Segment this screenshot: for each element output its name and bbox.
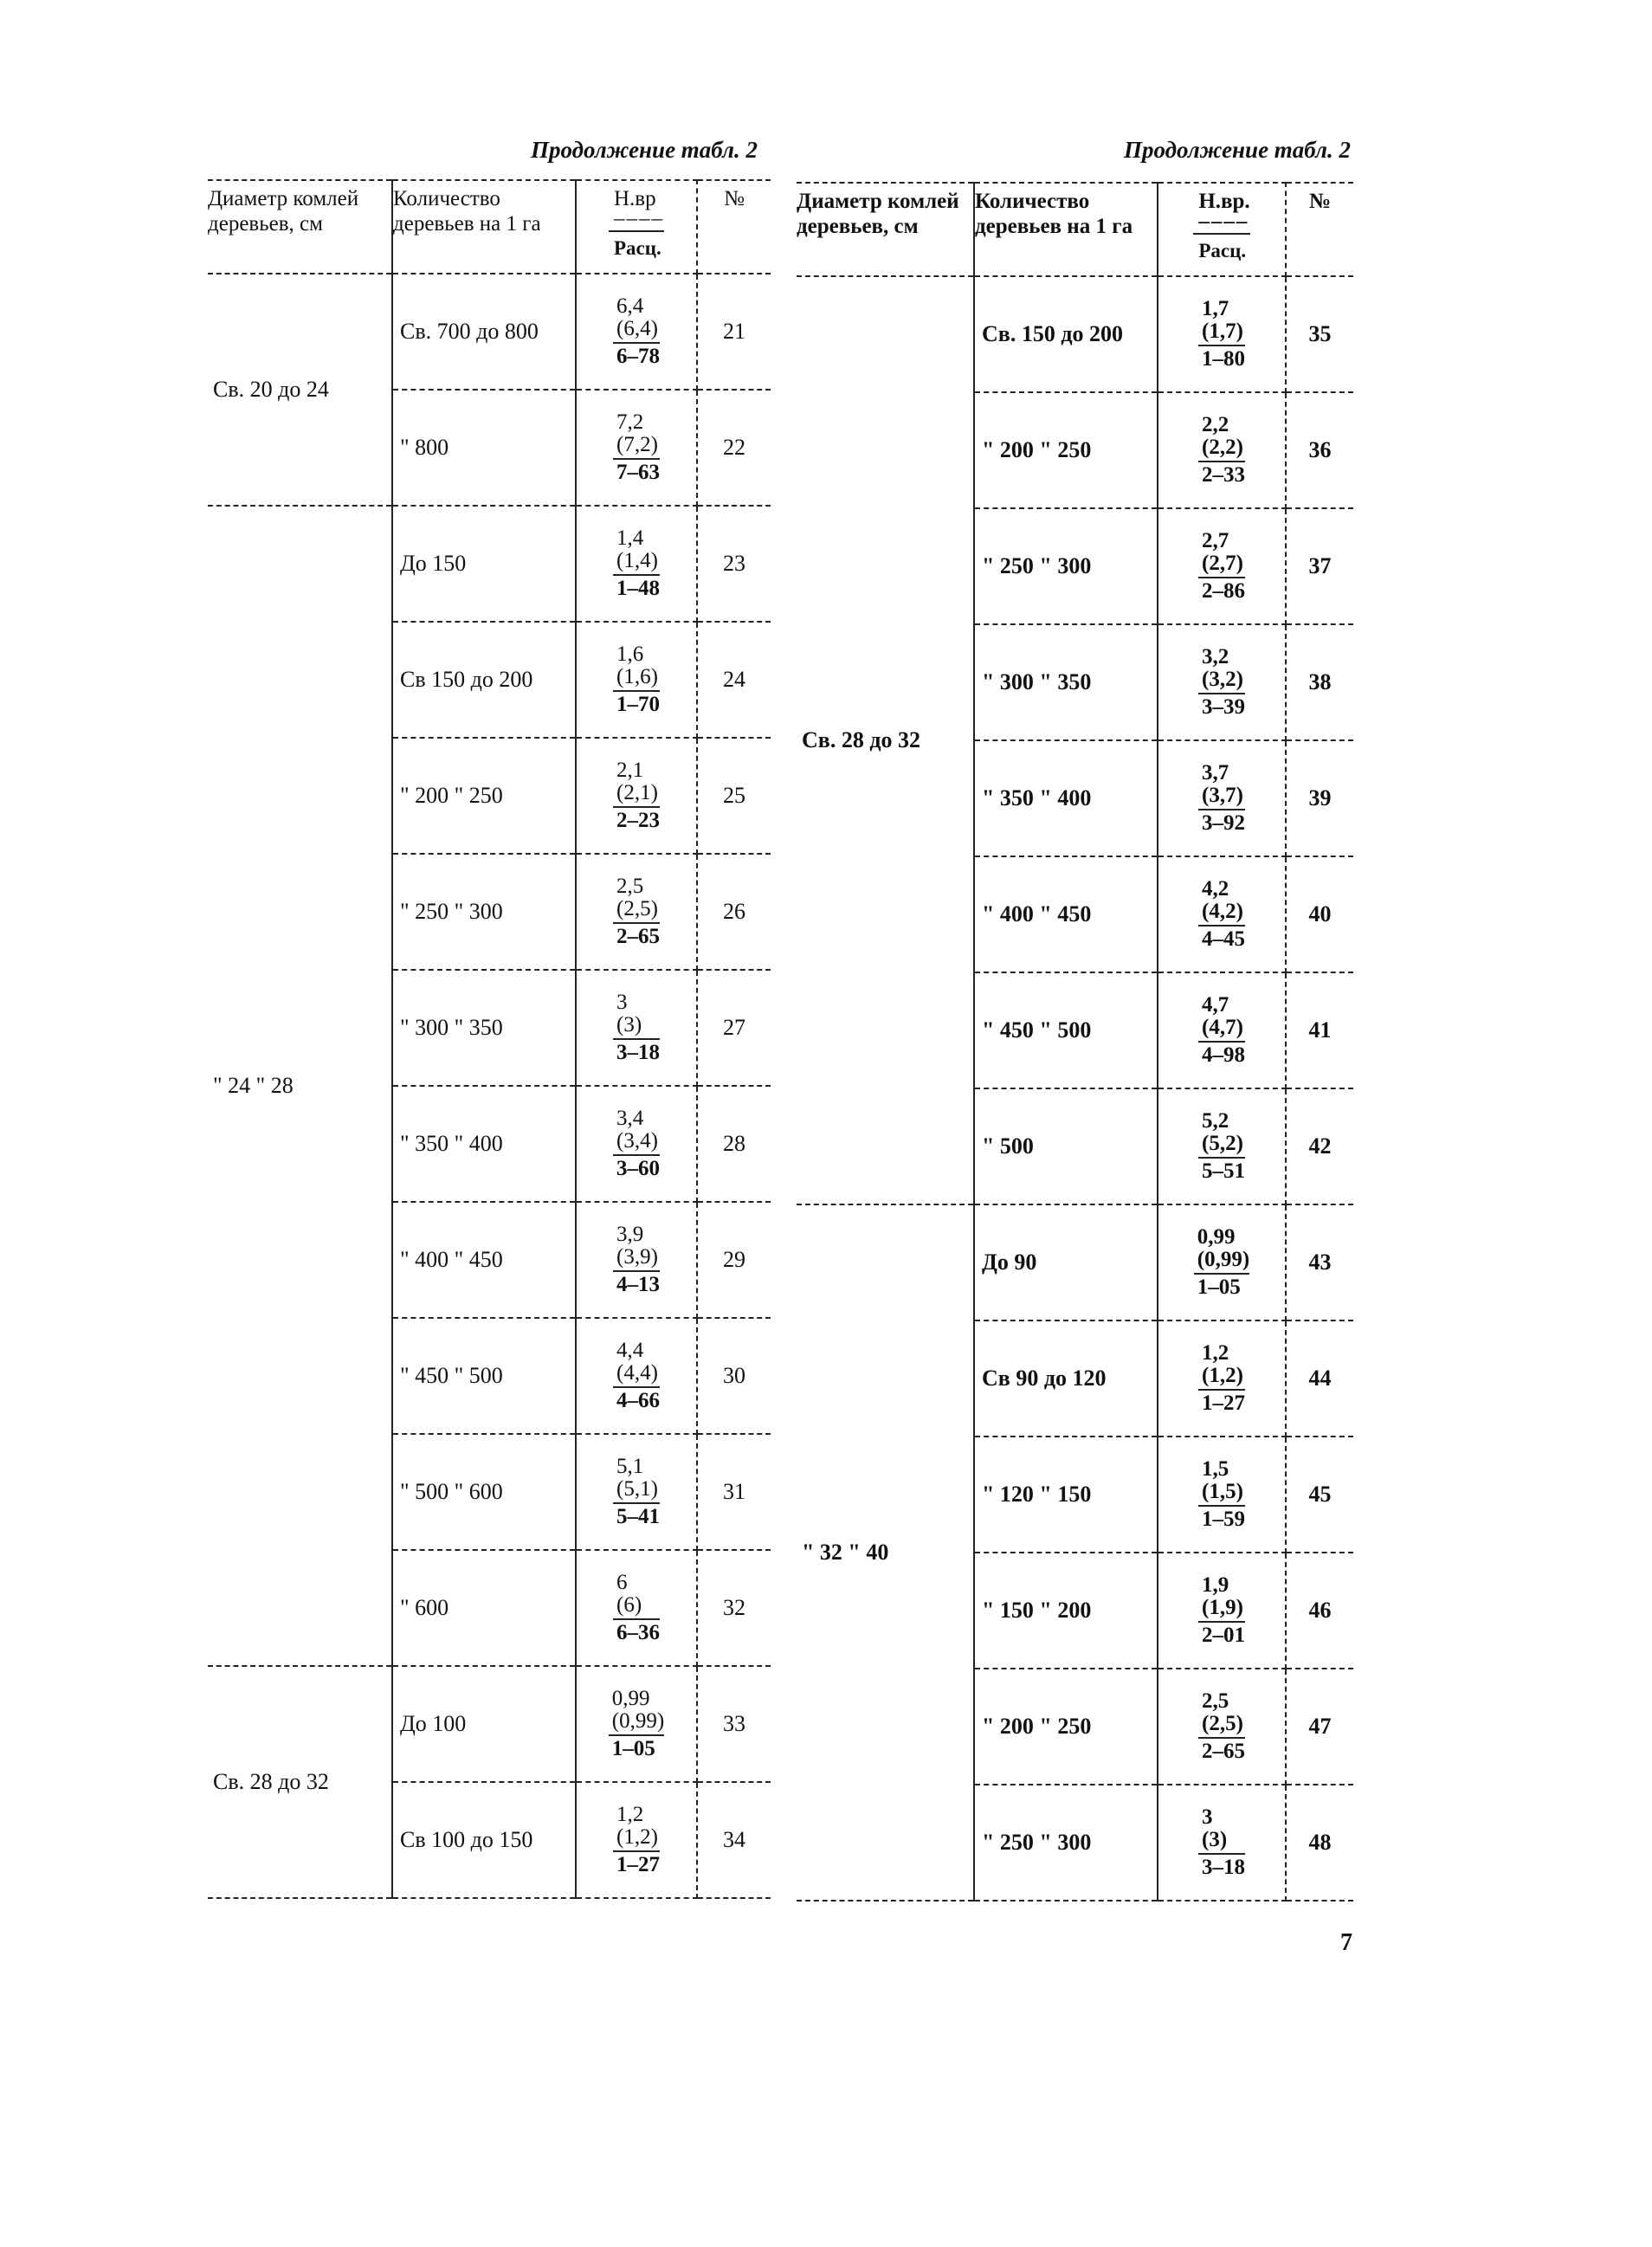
tree-quantity-cell: " 200 " 250 <box>974 392 1158 508</box>
norm-time-alt-value: (6) <box>616 1592 642 1617</box>
header-norm <box>1158 183 1286 276</box>
norm-rate-fraction <box>613 875 660 948</box>
tree-quantity-cell: " 350 " 400 <box>392 1086 576 1202</box>
diameter-group-label: " 32 " 40 <box>797 1204 974 1901</box>
norm-rate-cell <box>576 390 697 506</box>
norm-time-alt-value: (0,99) <box>1197 1247 1250 1271</box>
norm-rate-cell <box>576 1550 697 1666</box>
rate-value: 6–78 <box>613 342 660 368</box>
rate-value: 1–27 <box>1198 1389 1245 1415</box>
norm-time-alt-value: (3,7) <box>1202 783 1243 807</box>
norm-time-value: 3,2 <box>1202 644 1229 668</box>
row-number-cell: 35 <box>1286 276 1353 392</box>
norm-time-alt-value: (0,99) <box>611 1708 665 1733</box>
norm-time-value: 1,9 <box>1202 1572 1229 1597</box>
norm-time-alt-value: (4,2) <box>1202 899 1243 923</box>
row-number-cell: 30 <box>697 1318 771 1434</box>
norm-time-alt-value: (3,4) <box>616 1128 658 1153</box>
norm-time-alt-value: (5,2) <box>1202 1131 1243 1155</box>
row-number-cell: 48 <box>1286 1785 1353 1901</box>
norm-time-alt-value: (1,2) <box>616 1824 658 1849</box>
norm-rate-fraction <box>613 991 660 1064</box>
header-norm-time: Н.вр. <box>1198 190 1250 213</box>
tree-quantity-cell: " 450 " 500 <box>392 1318 576 1434</box>
diameter-group-label: Св. 20 до 24 <box>208 274 392 506</box>
norm-rate-fraction <box>613 295 660 368</box>
row-number-cell: 36 <box>1286 392 1353 508</box>
row-number-cell: 32 <box>697 1550 771 1666</box>
norm-rate-fraction <box>609 1688 664 1760</box>
norm-time-value: 7,2 <box>616 410 644 434</box>
norm-rate-fraction <box>1198 1574 1245 1647</box>
tree-quantity-cell: " 400 " 450 <box>392 1202 576 1318</box>
rate-value: 2–33 <box>1198 461 1245 487</box>
table-row <box>797 1204 1353 1320</box>
norm-rate-cell <box>576 1318 697 1434</box>
tree-quantity-cell: До 100 <box>392 1666 576 1782</box>
header-diameter: Диаметр комлей деревьев, см <box>208 180 392 274</box>
row-number-cell: 44 <box>1286 1320 1353 1437</box>
norm-rate-cell <box>576 1782 697 1898</box>
tree-quantity-cell: " 600 <box>392 1550 576 1666</box>
tree-quantity-cell: " 250 " 300 <box>392 854 576 970</box>
norm-time-value: 1,2 <box>616 1802 644 1826</box>
norm-time-alt-value: (1,4) <box>616 548 658 572</box>
row-number-cell: 42 <box>1286 1088 1353 1204</box>
norm-time-alt-value: (3) <box>616 1012 642 1036</box>
norm-rate-fraction <box>1198 1110 1245 1183</box>
header-number: № <box>1286 183 1353 276</box>
norms-table-left <box>208 179 771 1899</box>
rate-value: 7–63 <box>613 458 660 484</box>
rate-value: 3–18 <box>1198 1853 1245 1879</box>
norm-rate-fraction <box>1198 994 1245 1067</box>
norm-time-alt-value: (1,6) <box>616 664 658 688</box>
header-diameter: Диаметр комлей деревьев, см <box>797 183 974 276</box>
tree-quantity-cell: Св. 150 до 200 <box>974 276 1158 392</box>
norm-time-value: 1,5 <box>1202 1456 1229 1481</box>
norm-rate-cell <box>1158 624 1286 740</box>
norm-rate-fraction <box>613 1456 660 1528</box>
norm-time-value: 4,7 <box>1202 992 1229 1017</box>
norm-time-value: 6 <box>616 1570 628 1594</box>
norm-rate-cell <box>1158 1669 1286 1785</box>
norm-rate-fraction <box>1198 1806 1245 1879</box>
norm-time-alt-value: (7,2) <box>616 432 658 456</box>
norm-time-value: 6,4 <box>616 294 644 318</box>
norm-rate-fraction <box>1194 1226 1249 1299</box>
norm-rate-cell <box>576 1434 697 1550</box>
rate-value: 3–39 <box>1198 693 1245 719</box>
norm-time-alt-value: (2,1) <box>616 780 658 804</box>
norm-time-value: 1,6 <box>616 642 644 666</box>
rate-value: 2–01 <box>1198 1621 1245 1647</box>
norm-rate-cell <box>1158 1553 1286 1669</box>
rate-value: 2–65 <box>613 922 660 948</box>
norm-rate-cell <box>1158 856 1286 972</box>
header-number: № <box>697 180 771 274</box>
norm-time-value: 3,7 <box>1202 760 1229 785</box>
table-row <box>208 274 771 390</box>
norm-rate-fraction <box>1198 414 1245 487</box>
diameter-group-label: " 24 " 28 <box>208 506 392 1666</box>
norm-rate-cell <box>1158 1204 1286 1320</box>
norm-time-alt-value: (2,7) <box>1202 551 1243 575</box>
norm-time-alt-value: (2,5) <box>1202 1711 1243 1735</box>
norm-time-alt-value: (1,9) <box>1202 1595 1243 1619</box>
norm-time-value: 2,5 <box>1202 1688 1229 1713</box>
tree-quantity-cell: Св. 700 до 800 <box>392 274 576 390</box>
tree-quantity-cell: Св 100 до 150 <box>392 1782 576 1898</box>
header-norm-dash: –––– <box>614 207 664 230</box>
norm-time-value: 1,2 <box>1202 1340 1229 1365</box>
norm-time-value: 3 <box>1202 1805 1213 1829</box>
row-number-cell: 31 <box>697 1434 771 1550</box>
norm-time-value: 3,9 <box>616 1222 644 1246</box>
norm-rate-cell <box>1158 1088 1286 1204</box>
norm-time-value: 0,99 <box>1197 1224 1236 1249</box>
norm-time-alt-value: (2,5) <box>616 896 658 920</box>
header-rate: Расц. <box>609 230 664 261</box>
tree-quantity-cell: " 800 <box>392 390 576 506</box>
norm-time-alt-value: (3) <box>1202 1827 1228 1851</box>
diameter-group-label: Св. 28 до 32 <box>208 1666 392 1898</box>
tree-quantity-cell: " 250 " 300 <box>974 508 1158 624</box>
rate-value: 6–36 <box>613 1618 660 1644</box>
norm-time-alt-value: (1,5) <box>1202 1479 1243 1503</box>
rate-value: 3–18 <box>613 1038 660 1064</box>
header-norm <box>576 180 697 274</box>
tree-quantity-cell: " 120 " 150 <box>974 1437 1158 1553</box>
norm-rate-cell <box>1158 1320 1286 1437</box>
norm-rate-fraction <box>613 1340 660 1412</box>
row-number-cell: 27 <box>697 970 771 1086</box>
norm-time-value: 3,4 <box>616 1106 644 1130</box>
row-number-cell: 21 <box>697 274 771 390</box>
rate-value: 1–05 <box>609 1734 664 1760</box>
norm-rate-cell <box>576 1666 697 1782</box>
diameter-group-label: Св. 28 до 32 <box>797 276 974 1204</box>
rate-value: 1–70 <box>613 690 660 716</box>
row-number-cell: 26 <box>697 854 771 970</box>
header-quantity: Количество деревьев на 1 га <box>974 183 1158 276</box>
row-number-cell: 39 <box>1286 740 1353 856</box>
row-number-cell: 24 <box>697 622 771 738</box>
norm-time-value: 5,1 <box>616 1454 644 1478</box>
tree-quantity-cell: " 500 " 600 <box>392 1434 576 1550</box>
table-row <box>797 276 1353 392</box>
norm-time-value: 2,1 <box>616 758 644 782</box>
norm-rate-fraction <box>1198 298 1245 371</box>
norm-rate-fraction <box>613 759 660 832</box>
norm-rate-cell <box>1158 276 1286 392</box>
rate-value: 1–48 <box>613 574 660 600</box>
norm-rate-cell <box>1158 740 1286 856</box>
norms-table-right <box>797 182 1353 1902</box>
norm-rate-cell <box>576 506 697 622</box>
norm-rate-fraction <box>613 411 660 484</box>
norm-rate-fraction <box>1198 878 1245 951</box>
rate-value: 4–66 <box>613 1386 660 1412</box>
rate-value: 3–60 <box>613 1154 660 1180</box>
norm-rate-fraction <box>613 1107 660 1180</box>
table-caption-left: Продолжение табл. 2 <box>531 137 758 163</box>
tree-quantity-cell: " 450 " 500 <box>974 972 1158 1088</box>
norm-time-alt-value: (4,7) <box>1202 1015 1243 1039</box>
norm-time-alt-value: (4,4) <box>616 1360 658 1385</box>
tree-quantity-cell: До 90 <box>974 1204 1158 1320</box>
norm-time-value: 2,7 <box>1202 528 1229 552</box>
rate-value: 2–86 <box>1198 577 1245 603</box>
row-number-cell: 34 <box>697 1782 771 1898</box>
norm-rate-cell <box>1158 392 1286 508</box>
header-norm-time: Н.вр <box>614 187 656 210</box>
rate-value: 4–98 <box>1198 1041 1245 1067</box>
norm-rate-fraction <box>1198 762 1245 835</box>
page-number: 7 <box>1340 1929 1352 1956</box>
tree-quantity-cell: " 150 " 200 <box>974 1553 1158 1669</box>
tree-quantity-cell: " 300 " 350 <box>974 624 1158 740</box>
rate-value: 1–80 <box>1198 345 1245 371</box>
rate-value: 1–05 <box>1194 1273 1249 1299</box>
header-rate: Расц. <box>1193 233 1249 263</box>
norm-time-value: 5,2 <box>1202 1108 1229 1133</box>
norm-rate-cell <box>1158 508 1286 624</box>
norm-rate-cell <box>576 738 697 854</box>
norm-time-value: 3 <box>616 990 628 1014</box>
norm-rate-cell <box>1158 1437 1286 1553</box>
norm-time-alt-value: (1,7) <box>1202 319 1243 343</box>
norm-rate-fraction <box>1198 1342 1245 1415</box>
norm-time-alt-value: (3,2) <box>1202 667 1243 691</box>
norm-rate-fraction <box>1198 646 1245 719</box>
row-number-cell: 38 <box>1286 624 1353 740</box>
norm-rate-fraction <box>1198 530 1245 603</box>
rate-value: 2–65 <box>1198 1737 1245 1763</box>
row-number-cell: 22 <box>697 390 771 506</box>
norm-rate-cell <box>1158 972 1286 1088</box>
norm-rate-fraction <box>613 527 660 600</box>
rate-value: 1–59 <box>1198 1505 1245 1531</box>
rate-value: 5–51 <box>1198 1157 1245 1183</box>
norm-rate-cell <box>576 1086 697 1202</box>
row-number-cell: 23 <box>697 506 771 622</box>
row-number-cell: 47 <box>1286 1669 1353 1785</box>
rate-value: 4–13 <box>613 1270 660 1296</box>
norm-time-value: 2,2 <box>1202 412 1229 436</box>
row-number-cell: 40 <box>1286 856 1353 972</box>
norm-time-alt-value: (6,4) <box>616 316 658 340</box>
norm-rate-fraction <box>613 1804 660 1876</box>
rate-value: 2–23 <box>613 806 660 832</box>
norm-time-value: 0,99 <box>611 1686 650 1710</box>
norm-time-alt-value: (3,9) <box>616 1244 658 1269</box>
norm-time-value: 4,4 <box>616 1338 644 1362</box>
rate-value: 1–27 <box>613 1850 660 1876</box>
tree-quantity-cell: Св 90 до 120 <box>974 1320 1158 1437</box>
tree-quantity-cell: " 200 " 250 <box>392 738 576 854</box>
row-number-cell: 45 <box>1286 1437 1353 1553</box>
table-row <box>208 506 771 622</box>
norm-rate-fraction <box>613 1572 660 1644</box>
tree-quantity-cell: " 250 " 300 <box>974 1785 1158 1901</box>
norm-time-value: 1,4 <box>616 526 644 550</box>
rate-value: 3–92 <box>1198 809 1245 835</box>
rate-value: 5–41 <box>613 1502 660 1528</box>
norm-rate-cell <box>576 1202 697 1318</box>
row-number-cell: 28 <box>697 1086 771 1202</box>
row-number-cell: 29 <box>697 1202 771 1318</box>
tree-quantity-cell: " 350 " 400 <box>974 740 1158 856</box>
row-number-cell: 25 <box>697 738 771 854</box>
tree-quantity-cell: До 150 <box>392 506 576 622</box>
row-number-cell: 46 <box>1286 1553 1353 1669</box>
rate-value: 4–45 <box>1198 925 1245 951</box>
norm-time-value: 4,2 <box>1202 876 1229 901</box>
row-number-cell: 41 <box>1286 972 1353 1088</box>
norm-time-alt-value: (5,1) <box>616 1476 658 1501</box>
norm-time-value: 1,7 <box>1202 296 1229 320</box>
norm-rate-cell <box>576 622 697 738</box>
tree-quantity-cell: " 400 " 450 <box>974 856 1158 972</box>
norm-time-alt-value: (2,2) <box>1202 435 1243 459</box>
tree-quantity-cell: " 200 " 250 <box>974 1669 1158 1785</box>
table-row <box>208 1666 771 1782</box>
tree-quantity-cell: " 300 " 350 <box>392 970 576 1086</box>
tree-quantity-cell: " 500 <box>974 1088 1158 1204</box>
norm-rate-fraction <box>1198 1690 1245 1763</box>
header-norm-dash: –––– <box>1198 210 1249 233</box>
norm-rate-cell <box>576 970 697 1086</box>
tree-quantity-cell: Св 150 до 200 <box>392 622 576 738</box>
norm-time-value: 2,5 <box>616 874 644 898</box>
norm-rate-fraction <box>613 1224 660 1296</box>
row-number-cell: 33 <box>697 1666 771 1782</box>
norm-time-alt-value: (1,2) <box>1202 1363 1243 1387</box>
row-number-cell: 43 <box>1286 1204 1353 1320</box>
header-quantity: Количество деревьев на 1 га <box>392 180 576 274</box>
norm-rate-fraction <box>1198 1458 1245 1531</box>
row-number-cell: 37 <box>1286 508 1353 624</box>
norm-rate-cell <box>1158 1785 1286 1901</box>
norm-rate-fraction <box>613 643 660 716</box>
norm-rate-cell <box>576 854 697 970</box>
norm-rate-cell <box>576 274 697 390</box>
table-caption-right: Продолжение табл. 2 <box>1124 137 1351 163</box>
